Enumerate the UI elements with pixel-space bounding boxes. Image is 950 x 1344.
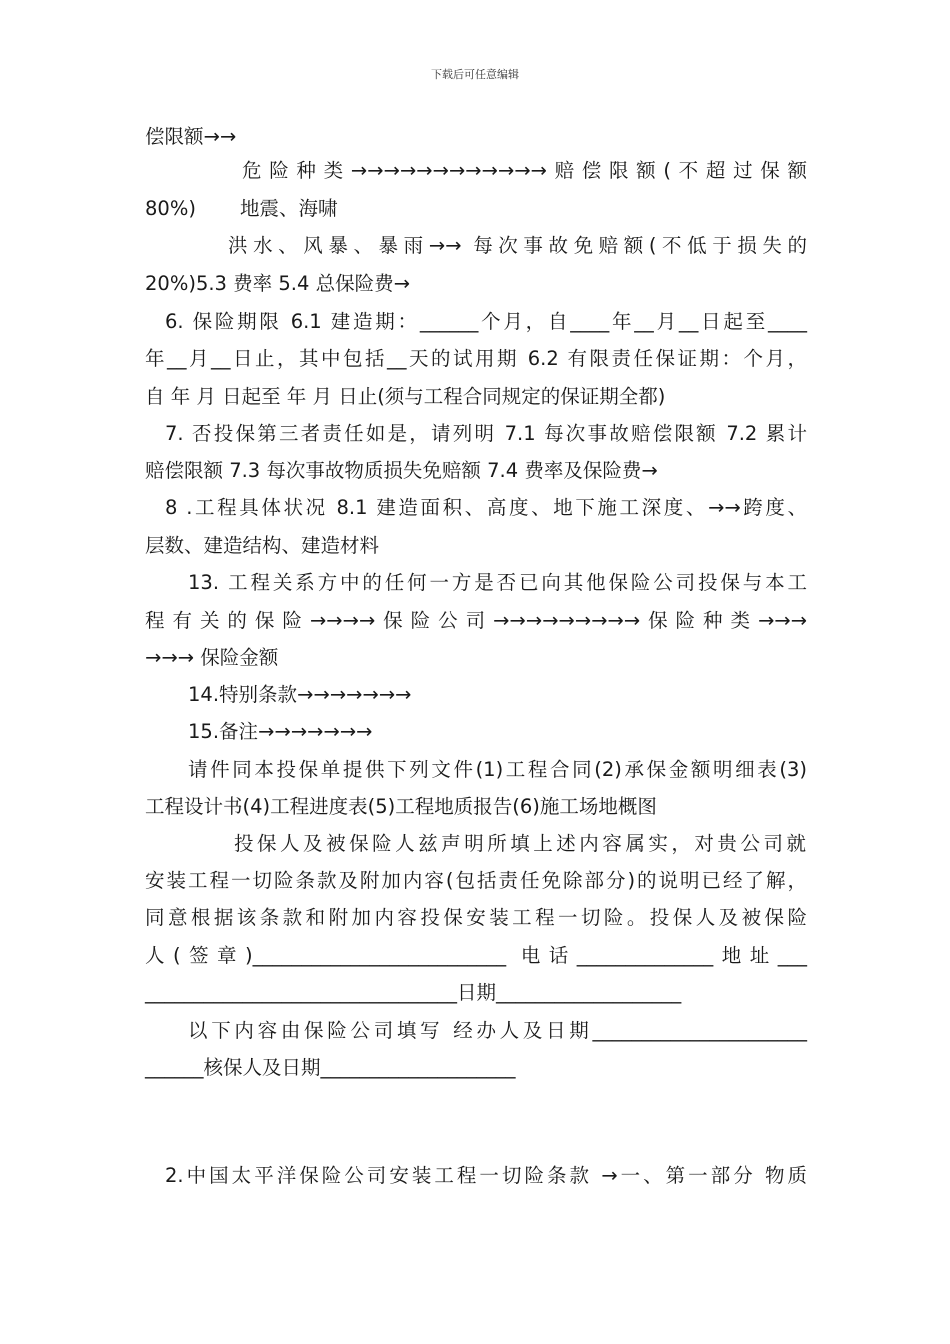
text-line: 安装工程一切险条款及附加内容(包括责任免除部分)的说明已经了解， <box>145 869 807 892</box>
text-line: 程有关的保险→→→→保险公司→→→→→→→→→保险种类→→→ <box>145 609 807 632</box>
text-line: 2.中国太平洋保险公司安装工程一切险条款 →一、第一部分 物质 <box>165 1164 807 1187</box>
text-line: 人(签章)__________________________ 电话______________地址___ <box>145 944 807 967</box>
text-line: 以下内容由保险公司填写 经办人及日期______________________ <box>188 1019 807 1042</box>
text-line: 8 .工程具体状况 8.1 建造面积、高度、地下施工深度、→→跨度、 <box>165 496 807 519</box>
text-line: 13. 工程关系方中的任何一方是否已向其他保险公司投保与本工 <box>188 571 807 594</box>
text-line: 洪水、风暴、暴雨→→ 每次事故免赔额(不低于损失的 <box>228 234 807 257</box>
text-line: 同意根据该条款和附加内容投保安装工程一切险。投保人及被保险 <box>145 906 807 929</box>
text-line: 工程设计书(4)工程进度表(5)工程地质报告(6)施工场地概图 <box>145 795 657 818</box>
text-line: 赔偿限额 7.3 每次事故物质损失免赔额 7.4 费率及保险费→ <box>145 459 658 482</box>
text-line: 地震、海啸 <box>240 197 338 220</box>
page-header: 下载后可任意编辑 <box>431 68 519 81</box>
text-line: 年__月__日止，其中包括__天的试用期 6.2 有限责任保证期：个月， <box>145 347 807 370</box>
text-line: 80%) <box>145 197 196 220</box>
text-line: 7. 否投保第三者责任如是，请列明 7.1 每次事故赔偿限额 7.2 累计 <box>165 422 807 445</box>
text-line: 层数、建造结构、建造材料 <box>145 534 380 557</box>
text-line: 请件同本投保单提供下列文件(1)工程合同(2)承保金额明细表(3) <box>188 758 807 781</box>
text-line: 自 年 月 日起至 年 月 日止(须与工程合同规定的保证期全都) <box>145 385 666 408</box>
text-line: 投保人及被保险人兹声明所填上述内容属实，对贵公司就 <box>234 832 806 855</box>
text-line: 20%)5.3 费率 5.4 总保险费→ <box>145 272 410 295</box>
text-line: 偿限额→→ <box>145 125 237 148</box>
text-line: 6. 保险期限 6.1 建造期：______个月，自____年__月__日起至____ <box>165 310 807 333</box>
text-line: ________________________________日期___________________ <box>145 981 682 1004</box>
text-line: 15.备注→→→→→→→ <box>188 720 373 743</box>
text-line: ______核保人及日期____________________ <box>145 1056 516 1079</box>
text-line: 危险种类→→→→→→→→→→→→赔偿限额(不超过保额 <box>242 159 807 182</box>
text-line: 14.特别条款→→→→→→→ <box>188 683 412 706</box>
text-line: →→→ 保险金额 <box>145 646 279 669</box>
